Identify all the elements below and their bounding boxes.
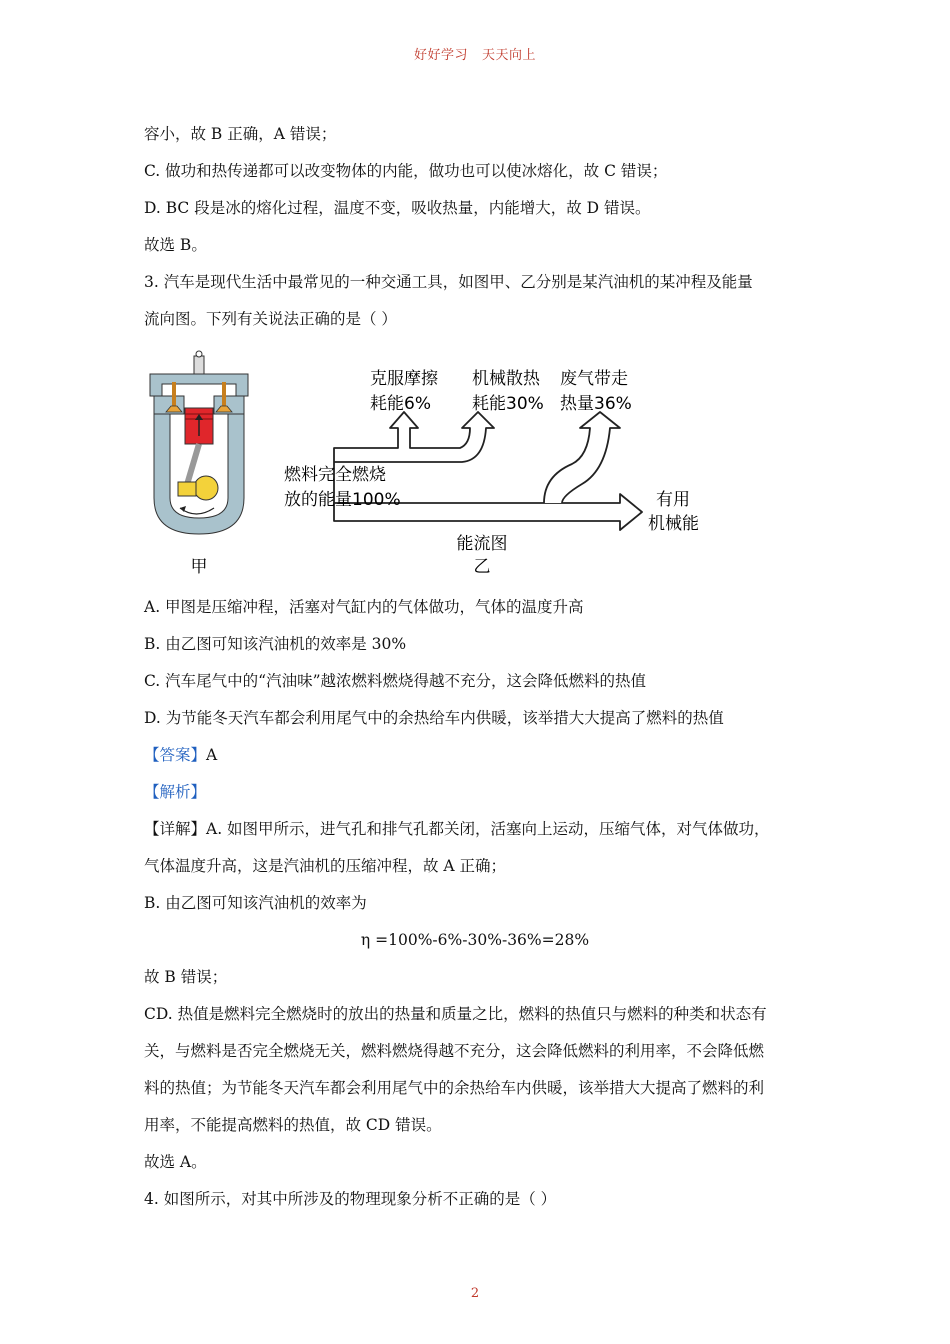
option-c: C. 汽车尾气中的“汽油味”越浓燃料燃烧得越不充分，这会降低燃料的热值	[144, 672, 647, 690]
answer-tag: 【答案】	[144, 746, 207, 764]
detail-line: 料的热值；为节能冬天汽车都会利用尾气中的余热给车内供暖，该举措大大提高了燃料的利	[144, 1079, 765, 1097]
loss2-label-1: 机械散热	[472, 369, 540, 389]
detail-line: 故选 A。	[144, 1153, 207, 1171]
detail-line: 用率，不能提高燃料的热值，故 CD 错误。	[144, 1116, 442, 1134]
page-number: 2	[470, 1286, 480, 1301]
engine-diagram	[150, 351, 248, 534]
text-line: 故选 B。	[144, 236, 207, 254]
option-b: B. 由乙图可知该汽油机的效率是 30%	[144, 635, 407, 653]
detail-line: 故 B 错误；	[144, 968, 228, 986]
page-header	[0, 44, 950, 63]
analysis-tag: 【解析】	[144, 783, 207, 801]
input-label-2: 放的能量100%	[284, 490, 401, 510]
input-label-1: 燃料完全燃烧	[284, 465, 386, 485]
option-d: D. 为节能冬天汽车都会利用尾气中的余热给车内供暖，该举措大大提高了燃料的热值	[144, 709, 724, 727]
loss2-label-2: 耗能30%	[472, 394, 544, 414]
detail-line: B. 由乙图可知该汽油机的效率为	[144, 894, 367, 912]
loss1-label-1: 克服摩擦	[370, 369, 438, 389]
detail-line: CD. 热值是燃料完全燃烧时的放出的热量和质量之比，燃料的热值只与燃料的种类和状态有	[144, 1005, 767, 1023]
answer-value: A	[206, 746, 218, 764]
option-a: A. 甲图是压缩冲程，活塞对气缸内的气体做功，气体的温度升高	[144, 598, 584, 616]
label-yi: 乙	[473, 557, 491, 577]
formula: η =100%-6%-30%-36%=28%	[360, 931, 590, 949]
detail-line: 气体温度升高，这是汽油机的压缩冲程，故 A 正确；	[144, 857, 507, 875]
output-label-2: 机械能	[648, 514, 699, 534]
figure-svg	[144, 348, 764, 583]
question-4: 4. 如图所示，对其中所涉及的物理现象分析不正确的是（ ）	[144, 1190, 557, 1208]
text-line: C. 做功和热传递都可以改变物体的内能，做功也可以使冰熔化，故 C 错误；	[144, 162, 668, 180]
text-line: D. BC 段是冰的熔化过程，温度不变，吸收热量，内能增大，故 D 错误。	[144, 199, 651, 217]
answer-line	[144, 744, 217, 766]
header-left: 好好学习	[413, 48, 468, 63]
detail-line: 关，与燃料是否完全燃烧无关，燃料燃烧得越不充分，这会降低燃料的利用率，不会降低燃	[144, 1042, 765, 1060]
loss1-label-2: 耗能6%	[370, 394, 431, 414]
loss3-label-1: 废气带走	[560, 369, 628, 389]
figure-engine-and-energy-flow	[144, 348, 764, 583]
loss3-label-2: 热量36%	[560, 394, 632, 414]
text-line: 容小，故 B 正确，A 错误；	[144, 125, 337, 143]
question-3-line1: 3. 汽车是现代生活中最常见的一种交通工具，如图甲、乙分别是某汽油机的某冲程及能量	[144, 273, 753, 291]
label-jia: 甲	[190, 557, 208, 577]
figure-caption: 能流图	[456, 534, 508, 554]
detail-line: 【详解】A. 如图甲所示，进气孔和排气孔都关闭，活塞向上运动，压缩气体，对气体做功，	[144, 820, 770, 838]
output-label-1: 有用	[656, 490, 690, 510]
question-3-line2: 流向图。下列有关说法正确的是（ ）	[144, 310, 397, 328]
header-right: 天天向上	[482, 48, 537, 63]
